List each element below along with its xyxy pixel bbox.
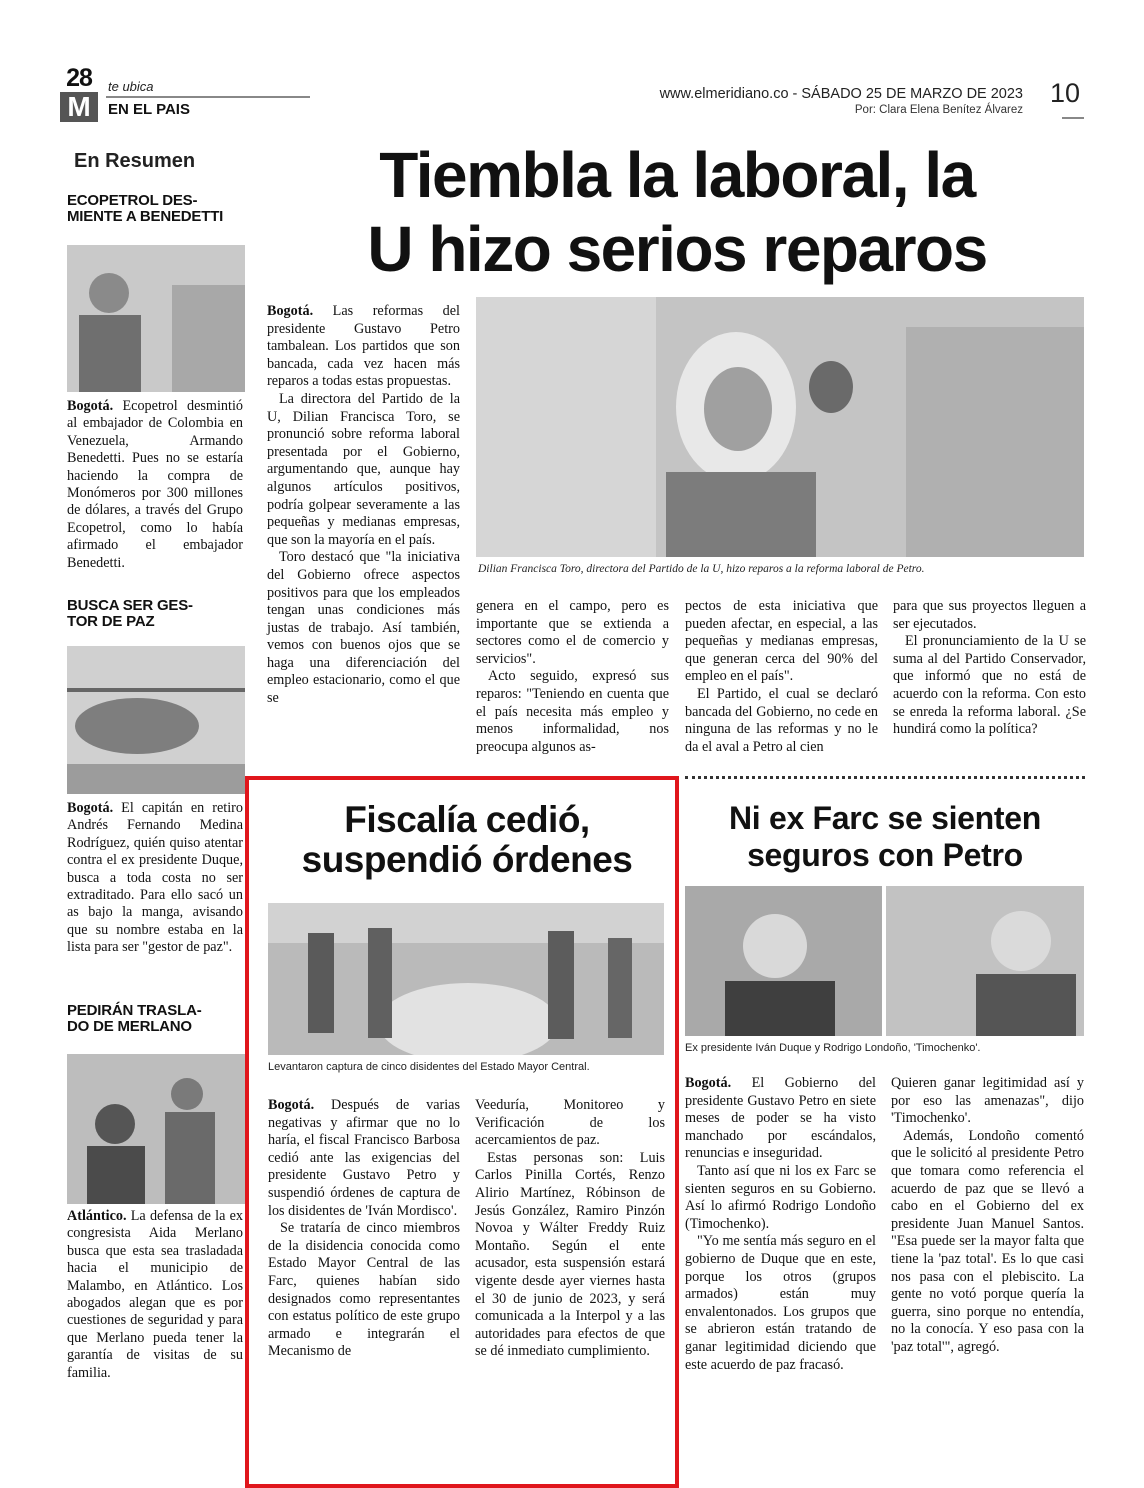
sidebar-photo-helicopter xyxy=(67,646,245,794)
section-divider xyxy=(685,776,1085,779)
farc-headline xyxy=(685,800,1085,874)
sidebar-lead-1: Bogotá. xyxy=(67,398,114,414)
byline: Por: Clara Elena Benítez Álvarez xyxy=(854,104,1023,116)
farc-photo-caption: Ex presidente Iván Duque y Rodrigo Londoño, 'Timochenko'. xyxy=(685,1042,981,1054)
sidebar-photo-benedetti xyxy=(67,245,245,392)
main-photo-dilian xyxy=(476,297,1084,557)
section-kicker: te ubica xyxy=(108,79,154,94)
logo-letter: M xyxy=(60,92,98,122)
farc-col1-text-1: El Gobierno del presidente Gustavo Petro en siete meses de poder se ha visto manchado por escándalos, renuncias e inseguridad. xyxy=(685,1075,876,1162)
site-date: www.elmeridiano.co - SÁBADO 25 DE MARZO DE 2023 xyxy=(659,86,1023,102)
sidebar-text-1 xyxy=(67,398,243,572)
sidebar-title: En Resumen xyxy=(74,150,196,172)
farc-col1-para: "Yo me sentía más seguro en el gobierno de Duque que en este, porque los otros (grupos armados) están muy envalentonados. Los grupos que se abrieron están tratando de ganar legitimidad diciendo que este acuerdo de paz fracasó. xyxy=(685,1233,876,1373)
main-col-1 xyxy=(267,303,460,708)
farc-lead: Bogotá. xyxy=(685,1075,732,1091)
sidebar-text-2 xyxy=(67,800,243,957)
farc-col1-para: Tanto así que ni los ex Farc se sienten seguros en su Gobierno. Así lo afirmó Rodrigo Londoño (Timochenko). xyxy=(685,1162,876,1232)
photo-placeholder-icon xyxy=(886,886,1084,1036)
fiscalia-col1-text-1: Después de varias negativas y afirmar que no lo haría, el fiscal Francisco Barbosa cedió ante las exigencias del presidente Gustavo Petro y suspendió órdenes de captura de los disidentes de 'Iván Mordisco'. xyxy=(268,1097,460,1219)
photo-placeholder-icon xyxy=(476,297,1084,557)
photo-placeholder-icon xyxy=(67,1054,245,1204)
section-rule xyxy=(106,96,310,98)
sidebar-headline-1: ECOPETROL DES- MIENTE A BENEDETTI xyxy=(67,192,224,225)
farc-photo-timochenko xyxy=(886,886,1084,1036)
masthead-logo xyxy=(60,66,98,124)
main-photo-caption: Dilian Francisca Toro, directora del Partido de la U, hizo reparos a la reforma laboral de Petro. xyxy=(478,563,925,575)
farc-photo-duque xyxy=(685,886,882,1036)
main-col1-para: La directora del Partido de la U, Dilian Francisca Toro, se pronunció sobre reforma laboral presentada por el Gobierno, argumentando que, aunque hay algunos artículos positivos, podría golpear severamente a las pequeñas y medianas empresas, que son la mayoría en el país. xyxy=(267,390,460,548)
logo-number: 28 xyxy=(66,64,92,92)
main-lead: Bogotá. xyxy=(267,303,314,319)
farc-headline-line-2: seguros con Petro xyxy=(747,837,1023,873)
page-number-rule xyxy=(1062,117,1084,119)
farc-headline-line-1: Ni ex Farc se sienten xyxy=(728,800,1042,836)
sidebar-headline-2: BUSCA SER GES- TOR DE PAZ xyxy=(67,597,193,630)
farc-col-2 xyxy=(891,1075,1084,1357)
fiscalia-headline-line-2: suspendió órdenes xyxy=(301,839,633,880)
fiscalia-headline-line-1: Fiscalía cedió, xyxy=(344,799,590,840)
farc-col-1 xyxy=(685,1075,876,1374)
fiscalia-col-2 xyxy=(475,1097,665,1361)
sidebar-body-1: Ecopetrol desmintió al embajador de Colombia en Venezuela, Armando Benedetti. Pues no se estaría haciendo la compra de Monómeros por 300 millones de dólares, a través del Grupo Ecopetrol, como lo había afirmado el embajador Benedetti. xyxy=(67,398,243,571)
sidebar-body-2: El capitán en retiro Andrés Fernando Medina Rodríguez, quién quiso atentar contra el ex presidente Duque, busca a toda costa no ser extraditado. Para ello sacó un as bajo la manga, avisando que su nombre estaba en la lista para ser "gestor de paz". xyxy=(67,800,243,956)
fiscalia-col-1 xyxy=(268,1097,460,1361)
sidebar-lead-2: Bogotá. xyxy=(67,800,114,816)
main-col4-para: El pronunciamiento de la U se suma al del Partido Conservador, que informó que no está de acuerdo con la reforma. Con esto se enreda la reforma laboral. ¿Se hundirá como la política? xyxy=(893,633,1086,738)
main-col1-text-1: Las reformas del presidente Gustavo Petro tambalean. Los partidos que son bancada, cada vez hacen más reparos a todas estas propuestas. xyxy=(267,303,460,390)
fiscalia-photo-caption: Levantaron captura de cinco disidentes del Estado Mayor Central. xyxy=(268,1061,590,1073)
page-number: 10 xyxy=(1050,78,1081,108)
farc-col2-para: Quieren ganar legitimidad así y por eso las amenazas", dijo 'Timochenko'. xyxy=(891,1075,1084,1127)
photo-placeholder-icon xyxy=(67,646,245,794)
fiscalia-col2-para: Estas personas son: Luis Carlos Pinilla Cortés, Renzo Alirio Martínez, Róbinson de Jesús González, Ramiro Pinzón Novoa y Wálter Freddy Ruiz Montaño. Según el ente acusador, esta suspensión estará vigente desde ayer viernes hasta el 30 de junio de 2023, y será comunicada a la Interpol y a las autoridades para efectos de que se dé inmediato cumplimiento. xyxy=(475,1149,665,1360)
fiscalia-photo xyxy=(268,903,664,1055)
sidebar-headline-3: PEDIRÁN TRASLA- DO DE MERLANO xyxy=(67,1002,202,1035)
main-col-3 xyxy=(685,598,878,756)
main-col-2 xyxy=(476,598,669,756)
farc-col1-para xyxy=(685,1075,876,1163)
fiscalia-col1-para: Se trataría de cinco miembros de la disidencia conocida como Estado Mayor Central de las Farc, quienes habían sido designados como representantes con estatus político de este grupo armado e integrarán el Mecanismo de xyxy=(268,1220,460,1360)
sidebar-body-3: La defensa de la ex congresista Aida Merlano busca que esta sea trasladada hacia el municipio de Malambo, en Atlántico. Los abogados alegan que es por cuestiones de seguridad y para que Merlano pueda tener la garantía de visitas de su familia. xyxy=(67,1208,243,1381)
sidebar-lead-3: Atlántico. xyxy=(67,1208,127,1224)
main-col-4 xyxy=(893,598,1086,739)
farc-col2-para: Además, Londoño comentó que le solicitó al presidente Petro que tomara como referencia el acuerdo de paz que se llevó a cabo en el Gobierno del ex presidente Juan Manuel Santos. "Esa puede ser la mayor falta que tiene la 'paz total'. Es lo que casi nos pasa con el plebiscito. La gente no votó porque quería la guerra, sino porque no entendía, no la conocía. Y eso pasa con la 'paz total'", agregó. xyxy=(891,1127,1084,1355)
photo-placeholder-icon xyxy=(268,903,664,1055)
sidebar-text-3 xyxy=(67,1208,243,1382)
main-col2-para: Acto seguido, expresó sus reparos: "Teniendo en cuenta que el país necesita más empleo y menos informalidad, nos preocupa algunos as- xyxy=(476,668,669,755)
photo-placeholder-icon xyxy=(685,886,882,1036)
fiscalia-lead: Bogotá. xyxy=(268,1097,315,1113)
main-col2-para: genera en el campo, pero es importante que se extienda a sectores como el de comercio y servicios". xyxy=(476,598,669,667)
main-headline-line-2: U hizo serios reparos xyxy=(367,213,987,285)
main-col3-para: El Partido, el cual se declaró bancada del Gobierno, no cede en ninguna de las reformas y no le da el aval a Petro al cien xyxy=(685,685,878,755)
section-name: EN EL PAIS xyxy=(108,101,190,118)
main-col3-para: pectos de esta iniciativa que pueden afectar, en especial, a las pequeñas y medianas empresas, que generan cerca del 90% del empleo en el país". xyxy=(685,598,878,685)
photo-placeholder-icon xyxy=(67,245,245,392)
fiscalia-col2-para: Veeduría, Monitoreo y Verificación de los acercamientos de paz. xyxy=(475,1097,665,1149)
fiscalia-col1-para xyxy=(268,1097,460,1220)
main-headline-line-1: Tiembla la laboral, la xyxy=(379,139,975,211)
sidebar-photo-merlano xyxy=(67,1054,245,1204)
main-col1-para: Toro destacó que "la iniciativa del Gobierno ofrece aspectos positivos para que los empleados tengan unas condiciones más justas de trabajo. Así también, vemos con buenos ojos que se haga una diferenciación del empleo estacionario, como el que se xyxy=(267,549,460,707)
fiscalia-headline xyxy=(262,800,672,880)
main-col4-para: para que sus proyectos lleguen a ser ejecutados. xyxy=(893,598,1086,632)
main-col1-para xyxy=(267,303,460,391)
main-headline xyxy=(268,138,1086,286)
